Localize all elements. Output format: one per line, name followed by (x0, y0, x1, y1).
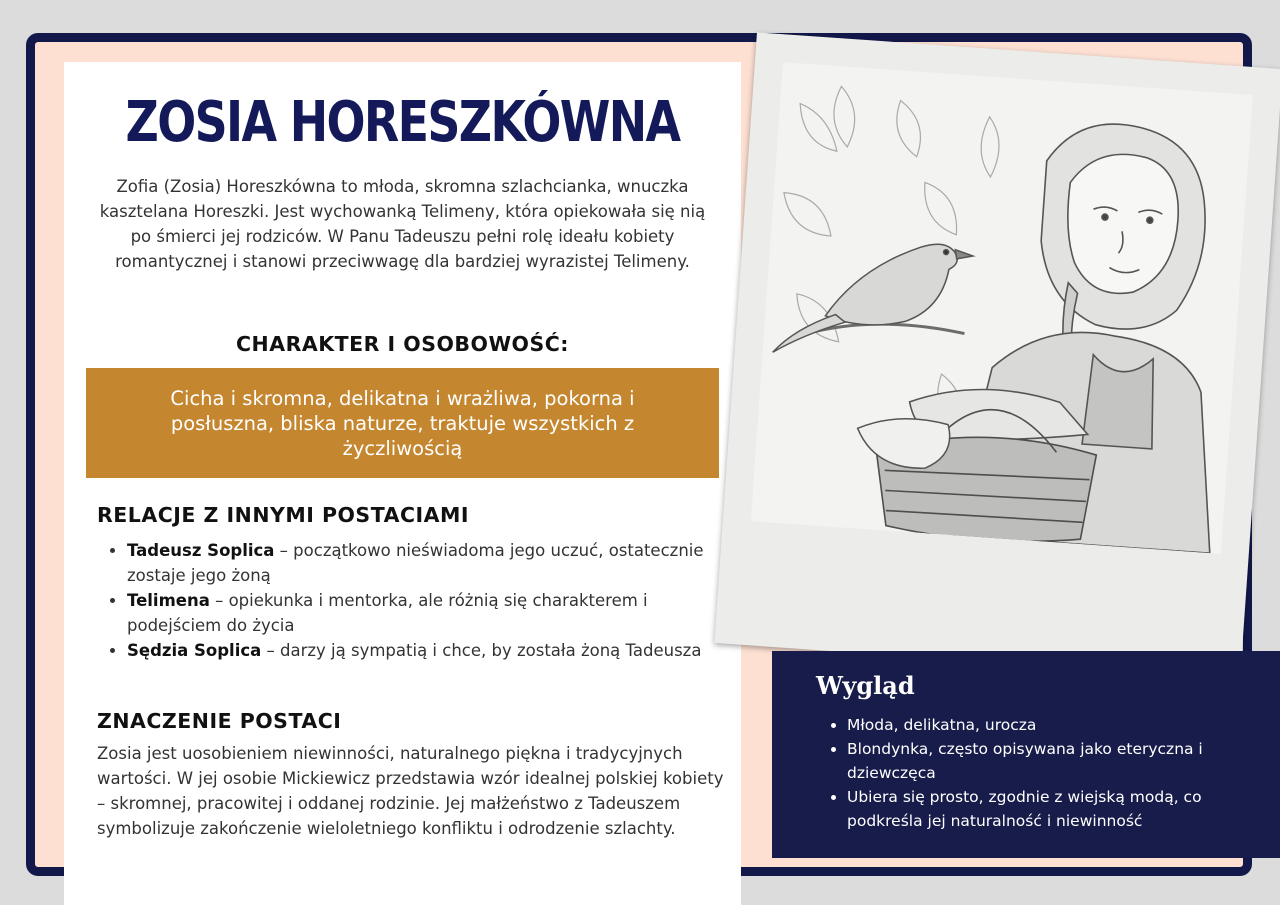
list-item: • Blondynka, często opisywana jako eteryczna i dziewczęca (847, 737, 1237, 785)
list-item (127, 588, 737, 638)
relation-text: – opiekunka i mentorka, ale różnią się charakterem i podejściem do życia (127, 591, 648, 635)
appearance-box (772, 651, 1280, 858)
relation-name: Telimena (127, 591, 210, 610)
list-item: • Ubiera się prosto, zgodnie z wiejską modą, co podkreśla jej naturalność i niewinność (847, 785, 1237, 833)
relations-list (103, 538, 737, 663)
relation-text: – darzy ją sympatią i chce, by została żoną Tadeusza (261, 641, 702, 660)
character-text: Cicha i skromna, delikatna i wrażliwa, pokorna i posłuszna, bliska naturze, traktuje wszystkich z życzliwością (170, 386, 635, 460)
relation-name: Sędzia Soplica (127, 641, 262, 660)
relation-text: – początkowo nieświadoma jego uczuć, ostatecznie zostaje jego żoną (127, 541, 704, 585)
character-band (86, 368, 719, 478)
relations-heading: RELACJE Z INNYMI POSTACIAMI (97, 503, 470, 527)
polaroid-photo (714, 32, 1280, 679)
portrait-sketch-icon (751, 62, 1253, 554)
appearance-heading: Wygląd (816, 671, 915, 700)
list-item (127, 638, 737, 663)
relation-name: Tadeusz Soplica (127, 541, 275, 560)
appearance-list (816, 713, 1237, 833)
character-heading: CHARAKTER I OSOBOWOŚĆ: (236, 332, 569, 356)
significance-heading: ZNACZENIE POSTACI (97, 709, 342, 733)
significance-paragraph: Zosia jest uosobieniem niewinności, naturalnego piękna i tradycyjnych wartości. W jej osobie Mickiewicz przedstawia wzór idealnej polskiej kobiety – skromnej, pracowitej i oddanej rodzinie. Jej małżeństwo z Tadeuszem symbolizuje zakończenie wieloletniego konfliktu i odrodzenie szlachty. (97, 744, 724, 838)
list-item: • Młoda, delikatna, urocza (847, 713, 1237, 737)
intro-paragraph: Zofia (Zosia) Horeszkówna to młoda, skromna szlachcianka, wnuczka kasztelana Horeszki. Jest wychowanką Telimeny, która opiekowała się nią po śmierci jej rodziców. W Panu Tadeuszu pełni rolę ideału kobiety romantycznej i stanowi przeciwwagę dla bardziej wyrazistej Telimeny. (99, 177, 706, 271)
list-item (127, 538, 737, 588)
page-title: ZOSIA HORESZKÓWNA (125, 90, 680, 155)
portrait-illustration (751, 62, 1253, 554)
